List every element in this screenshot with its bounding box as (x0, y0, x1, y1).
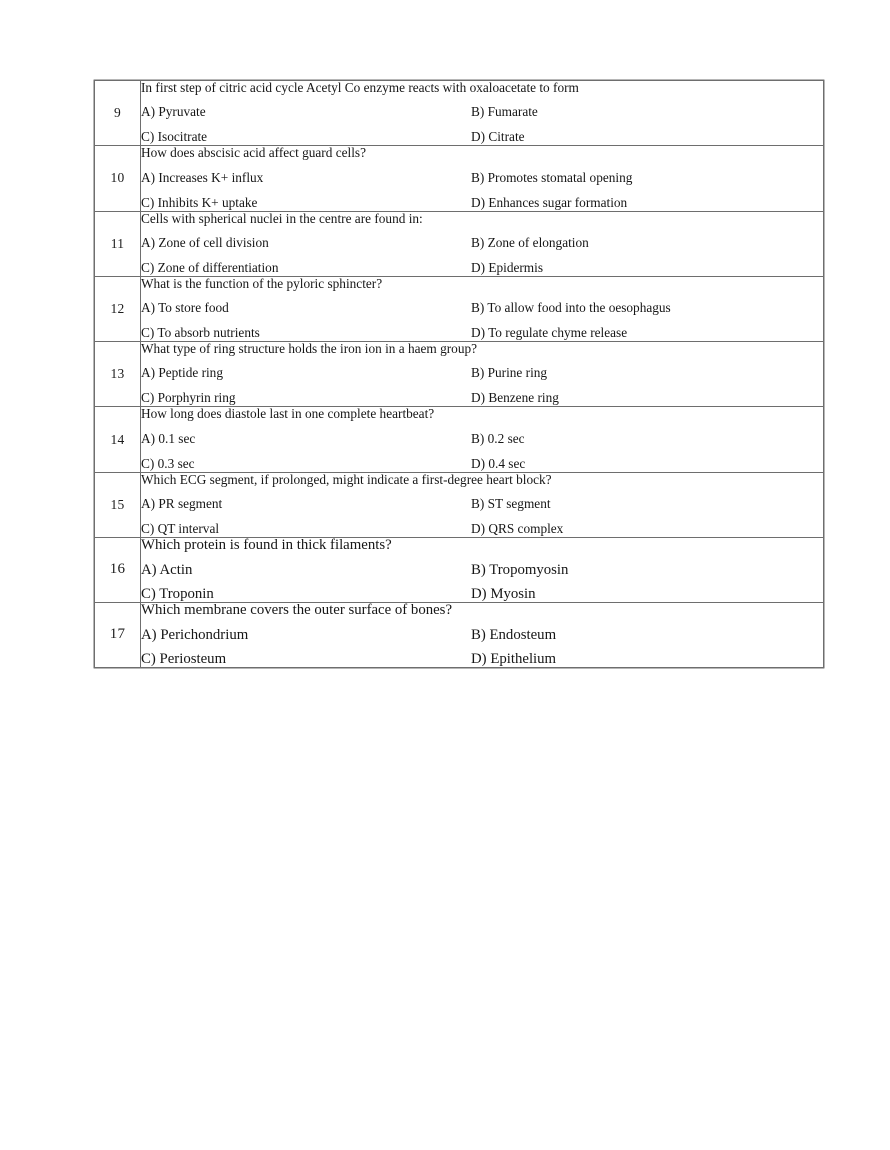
option-d[interactable]: D) Epithelium (471, 650, 557, 667)
question-stem: How long does diastole last in one complete heartbeat? (141, 406, 435, 422)
option-line (141, 456, 823, 472)
option-line (141, 104, 823, 120)
option-line (141, 129, 823, 145)
option-b[interactable]: B) Tropomyosin (471, 561, 569, 578)
option-a[interactable]: A) Perichondrium (141, 626, 249, 643)
question-cell (141, 407, 824, 472)
option-line (141, 562, 823, 578)
option-b[interactable]: B) ST segment (471, 496, 551, 512)
option-b[interactable]: B) 0.2 sec (471, 430, 525, 446)
option-d[interactable]: D) Myosin (471, 585, 536, 602)
question-row (95, 146, 824, 211)
option-c[interactable]: C) Inhibits K+ uptake (141, 194, 258, 210)
option-a[interactable]: A) Zone of cell division (141, 234, 269, 250)
option-a[interactable]: A) Actin (141, 561, 193, 578)
option-line (141, 300, 823, 316)
question-stem: How does abscisic acid affect guard cells? (141, 145, 366, 161)
question-number: 16 (95, 538, 141, 603)
question-number: 13 (95, 342, 141, 407)
question-row (95, 342, 824, 407)
option-line (141, 235, 823, 251)
question-number: 9 (95, 81, 141, 146)
question-row (95, 538, 824, 603)
option-d[interactable]: D) QRS complex (471, 521, 564, 537)
option-d[interactable]: D) 0.4 sec (471, 455, 526, 471)
question-stem: In first step of citric acid cycle Acetyl Co enzyme reacts with oxaloacetate to form (141, 80, 579, 95)
question-stem: Which protein is found in thick filaments? (141, 537, 392, 554)
option-a[interactable]: A) Peptide ring (141, 365, 223, 381)
question-cell (141, 342, 824, 407)
option-c[interactable]: C) 0.3 sec (141, 455, 195, 471)
option-d[interactable]: D) To regulate chyme release (471, 325, 628, 341)
question-number: 12 (95, 276, 141, 341)
option-line (141, 521, 823, 537)
question-number: 17 (95, 602, 141, 667)
option-a[interactable]: A) PR segment (141, 496, 223, 512)
option-c[interactable]: C) Isocitrate (141, 129, 208, 145)
question-number: 14 (95, 407, 141, 472)
question-table (94, 80, 824, 668)
question-cell (141, 211, 824, 276)
option-b[interactable]: B) Promotes stomatal opening (471, 169, 633, 185)
option-c[interactable]: C) To absorb nutrients (141, 325, 260, 341)
option-line (141, 651, 823, 667)
option-line (141, 365, 823, 381)
option-c[interactable]: C) Porphyrin ring (141, 390, 236, 406)
option-c[interactable]: C) Periosteum (141, 650, 227, 667)
option-d[interactable]: D) Epidermis (471, 259, 544, 275)
option-line (141, 170, 823, 186)
option-b[interactable]: B) To allow food into the oesophagus (471, 300, 671, 316)
option-d[interactable]: D) Citrate (471, 129, 525, 145)
question-stem: Which ECG segment, if prolonged, might indicate a first-degree heart block? (141, 471, 552, 487)
question-stem: What type of ring structure holds the iron ion in a haem group? (141, 341, 478, 357)
question-number: 15 (95, 472, 141, 537)
question-row (95, 81, 824, 146)
question-cell (141, 146, 824, 211)
option-line (141, 325, 823, 341)
option-b[interactable]: B) Zone of elongation (471, 234, 589, 250)
option-line (141, 586, 823, 602)
question-row (95, 407, 824, 472)
option-line (141, 195, 823, 211)
option-line (141, 390, 823, 406)
option-line (141, 627, 823, 643)
option-line (141, 260, 823, 276)
question-cell (141, 602, 824, 667)
question-stem: Cells with spherical nuclei in the centre are found in: (141, 210, 423, 226)
option-a[interactable]: A) Increases K+ influx (141, 169, 264, 185)
question-row (95, 472, 824, 537)
option-a[interactable]: A) 0.1 sec (141, 430, 196, 446)
question-stem: Which membrane covers the outer surface of bones? (141, 601, 453, 618)
option-a[interactable]: A) To store food (141, 300, 229, 316)
option-line (141, 496, 823, 512)
question-number: 10 (95, 146, 141, 211)
question-stem: What is the function of the pyloric sphincter? (141, 275, 383, 291)
option-b[interactable]: B) Purine ring (471, 365, 548, 381)
question-row (95, 211, 824, 276)
option-a[interactable]: A) Pyruvate (141, 104, 206, 120)
question-table-body (95, 81, 824, 668)
question-row (95, 276, 824, 341)
option-line (141, 431, 823, 447)
option-d[interactable]: D) Enhances sugar formation (471, 194, 628, 210)
question-number: 11 (95, 211, 141, 276)
question-cell (141, 276, 824, 341)
question-cell (141, 538, 824, 603)
question-cell (141, 81, 824, 146)
option-c[interactable]: C) QT interval (141, 521, 220, 537)
option-b[interactable]: B) Fumarate (471, 104, 538, 120)
option-c[interactable]: C) Zone of differentiation (141, 259, 279, 275)
option-c[interactable]: C) Troponin (141, 585, 214, 602)
question-row (95, 602, 824, 667)
question-cell (141, 472, 824, 537)
option-b[interactable]: B) Endosteum (471, 626, 557, 643)
option-d[interactable]: D) Benzene ring (471, 390, 559, 406)
